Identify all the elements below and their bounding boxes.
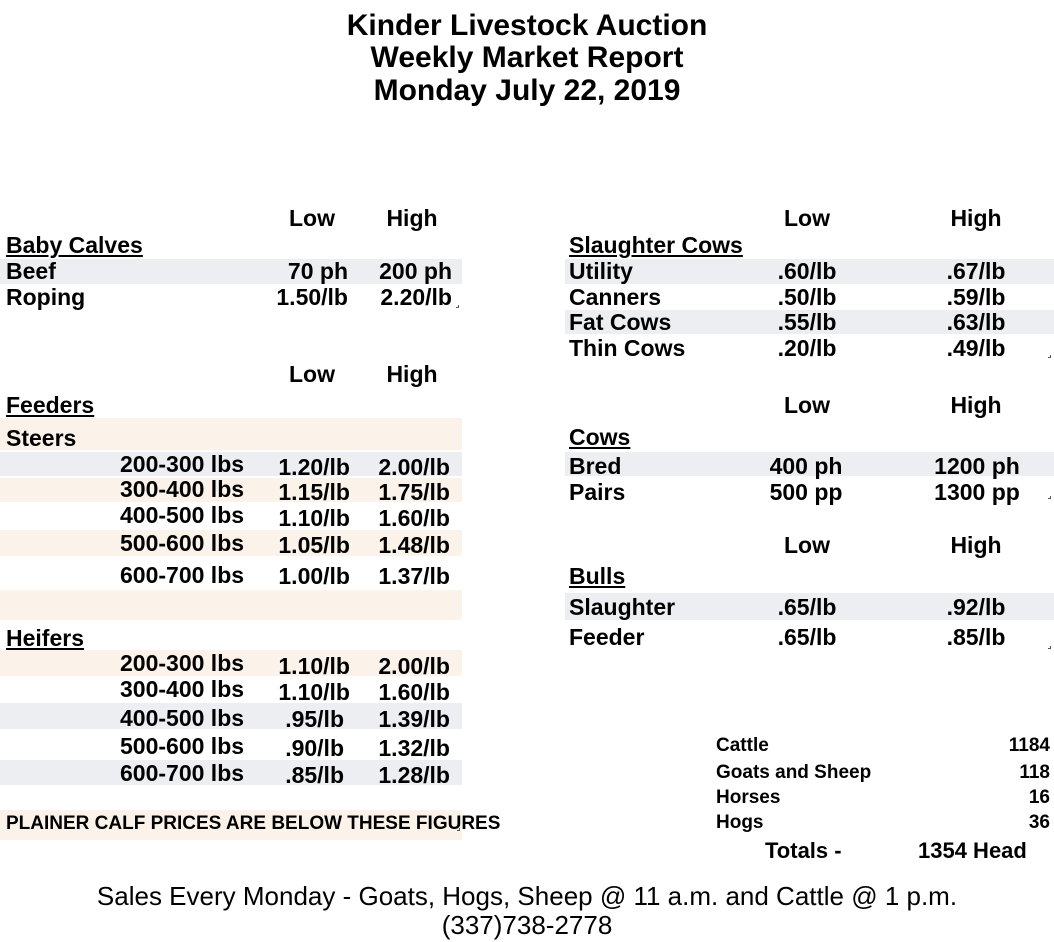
row-high: .59/lb	[946, 284, 1006, 310]
row-low: 1.10/lb	[278, 653, 350, 679]
row-low: .65/lb	[777, 594, 837, 620]
row-low: 400 ph	[769, 453, 843, 479]
cows-high-header: High	[950, 392, 1002, 418]
bulls-high-header: High	[950, 532, 1002, 558]
row-low: .95/lb	[285, 706, 344, 732]
steers-heading: Steers	[6, 425, 77, 451]
row-high: 1.75/lb	[378, 479, 450, 505]
report-title-auction: Kinder Livestock Auction	[346, 9, 708, 42]
row-low: 1.05/lb	[278, 532, 350, 558]
slaughter-cows-high-header: High	[950, 205, 1002, 231]
receipts-value: 36	[1028, 812, 1050, 833]
row-label: Roping	[6, 284, 86, 310]
row-weight: 500-600 lbs	[120, 733, 245, 759]
slaughter-cows-low-header: Low	[784, 205, 830, 231]
row-high: 1.60/lb	[378, 679, 450, 705]
row-weight: 600-700 lbs	[120, 562, 245, 588]
row-high: .63/lb	[946, 309, 1006, 335]
receipts-value: 118	[1019, 762, 1050, 783]
row-low: .50/lb	[777, 284, 837, 310]
totals-value: 1354 Head	[918, 838, 1027, 863]
row-low: .55/lb	[777, 309, 837, 335]
cows-low-header: Low	[784, 392, 830, 418]
row-low: .85/lb	[285, 762, 344, 788]
sales-schedule: Sales Every Monday - Goats, Hogs, Sheep @ 11 a.m. and Cattle @ 1 p.m.	[96, 881, 958, 911]
row-label: Slaughter	[569, 594, 676, 620]
row-weight: 400-500 lbs	[120, 705, 245, 731]
row-label: Fat Cows	[569, 309, 672, 335]
receipts-label: Hogs	[716, 812, 764, 833]
row-high: 1.28/lb	[378, 762, 450, 788]
receipts-value: 1184	[1008, 735, 1050, 756]
row-low: 500 pp	[769, 479, 843, 505]
row-weight: 300-400 lbs	[120, 676, 245, 702]
row-low: 1.50/lb	[276, 284, 348, 310]
feeders-high-header: High	[386, 361, 438, 387]
row-high: 1.39/lb	[378, 706, 450, 732]
row-high: 2.00/lb	[378, 653, 450, 679]
row-high: .67/lb	[946, 258, 1006, 284]
row-high: 1.32/lb	[378, 735, 450, 761]
report-title-weekly: Weekly Market Report	[370, 41, 684, 74]
row-weight: 200-300 lbs	[120, 451, 245, 477]
row-low: 1.00/lb	[278, 563, 350, 589]
receipts-label: Goats and Sheep	[716, 762, 872, 783]
row-weight: 300-400 lbs	[120, 476, 245, 502]
receipts-value: 16	[1028, 787, 1050, 808]
baby-calves-low-header: Low	[289, 205, 335, 231]
totals-label: Totals -	[765, 838, 842, 863]
row-high: 2.00/lb	[378, 454, 450, 480]
row-low: .60/lb	[777, 258, 837, 284]
row-low: .20/lb	[777, 335, 837, 361]
row-weight: 400-500 lbs	[120, 502, 245, 528]
baby-calves-high-header: High	[386, 205, 438, 231]
row-weight: 600-700 lbs	[120, 760, 245, 786]
row-low: 1.20/lb	[278, 454, 350, 480]
row-high: .92/lb	[946, 594, 1006, 620]
row-low: 1.15/lb	[278, 479, 350, 505]
row-high: 1300 pp	[934, 479, 1020, 505]
bulls-heading: Bulls	[569, 563, 626, 589]
row-weight: 200-300 lbs	[120, 650, 245, 676]
row-label: Pairs	[569, 479, 626, 505]
heifers-heading: Heifers	[6, 625, 84, 651]
row-high: 200 ph	[379, 258, 452, 284]
plainer-calf-note: PLAINER CALF PRICES ARE BELOW THESE FIGURES	[6, 813, 501, 834]
bulls-low-header: Low	[784, 532, 830, 558]
feeders-heading: Feeders	[6, 392, 95, 418]
row-low: 1.10/lb	[278, 679, 350, 705]
row-low: .90/lb	[285, 735, 344, 761]
row-high: 1200 ph	[934, 453, 1020, 479]
row-low: .65/lb	[777, 624, 837, 650]
row-low: 70 ph	[287, 258, 348, 284]
row-high: .49/lb	[946, 335, 1006, 361]
row-high: .85/lb	[946, 624, 1006, 650]
row-label: Canners	[569, 284, 662, 310]
row-label: Utility	[569, 258, 633, 284]
row-high: 1.60/lb	[378, 505, 450, 531]
feeders-low-header: Low	[289, 361, 335, 387]
receipts-label: Cattle	[716, 735, 769, 756]
baby-calves-heading: Baby Calves	[6, 232, 143, 258]
receipts-label: Horses	[716, 787, 781, 808]
row-label: Bred	[569, 453, 622, 479]
row-label: Beef	[6, 258, 56, 284]
phone-number: (337)738-2778	[441, 910, 613, 940]
row-weight: 500-600 lbs	[120, 530, 245, 556]
report-date: Monday July 22, 2019	[373, 74, 681, 107]
row-label: Feeder	[569, 624, 645, 650]
row-low: 1.10/lb	[278, 505, 350, 531]
row-high: 1.37/lb	[378, 563, 450, 589]
slaughter-cows-heading: Slaughter Cows	[569, 232, 743, 258]
row-high: 2.20/lb	[380, 284, 452, 310]
row-high: 1.48/lb	[378, 532, 450, 558]
row-label: Thin Cows	[569, 335, 686, 361]
cows-heading: Cows	[569, 424, 631, 450]
